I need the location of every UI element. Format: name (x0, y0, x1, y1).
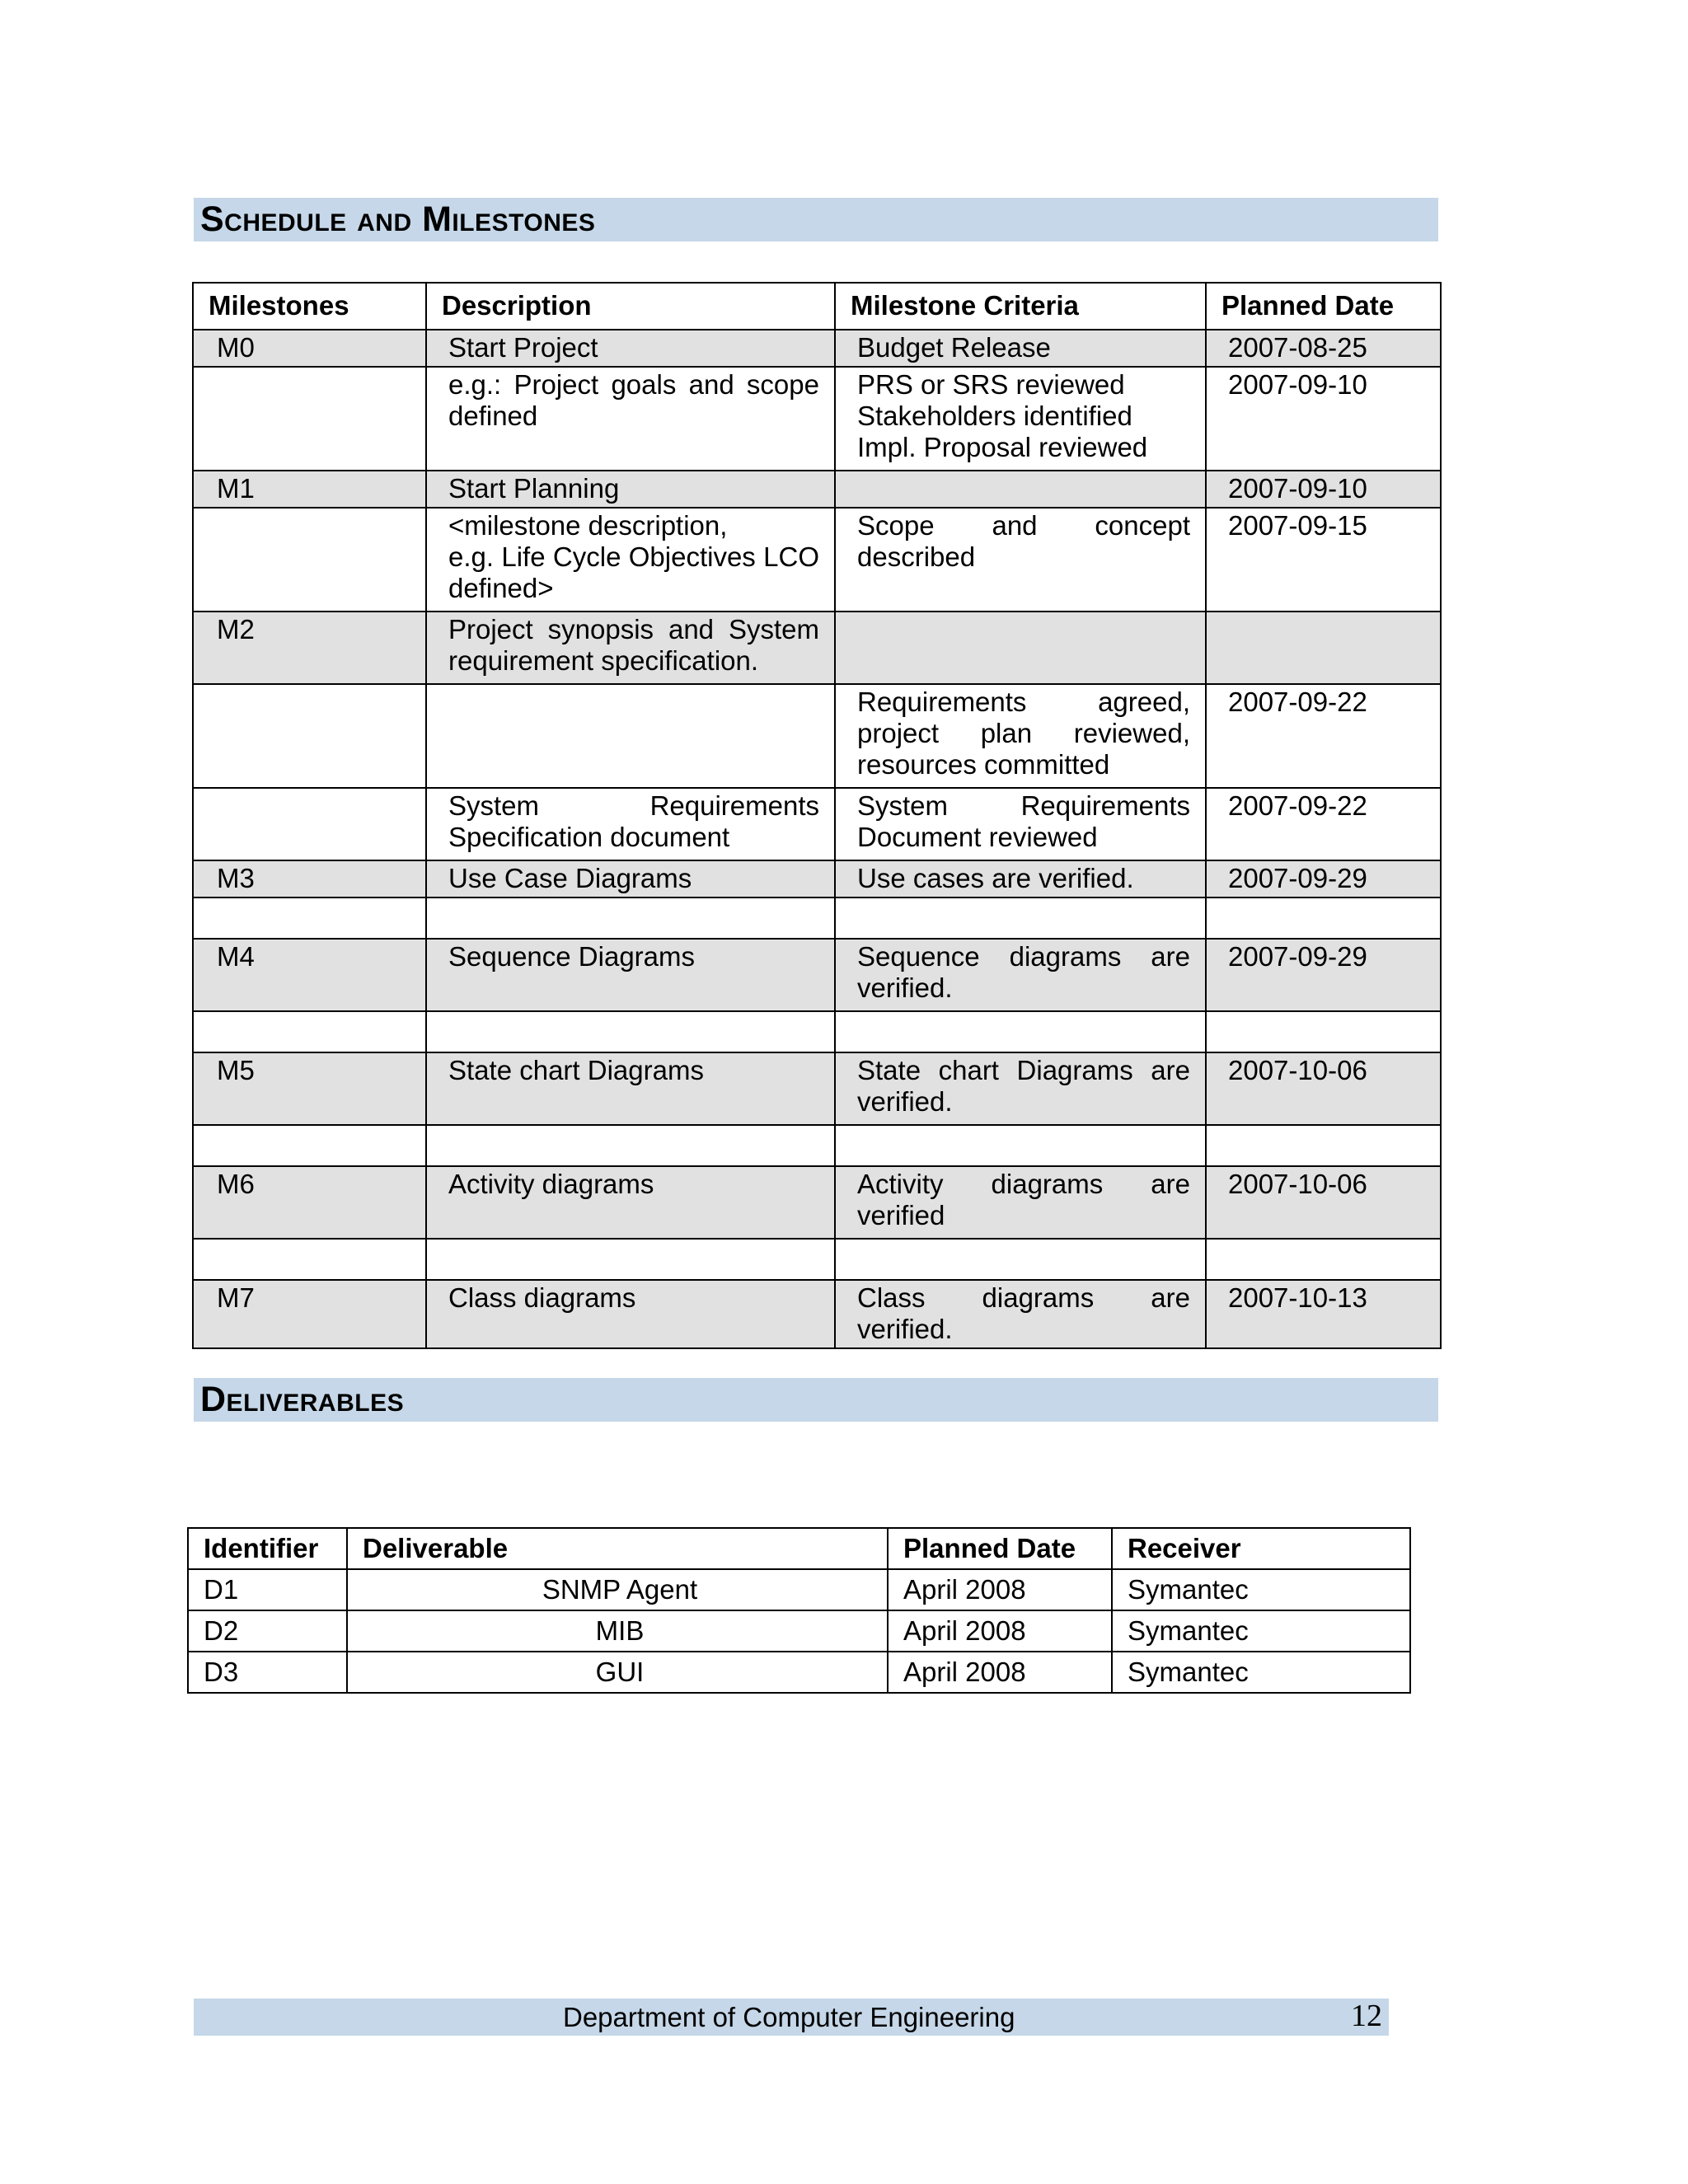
empty-cell (1206, 1125, 1441, 1166)
planned-date: April 2008 (888, 1652, 1112, 1693)
deliverables-heading: Deliverables (194, 1378, 1438, 1422)
milestone-criteria (835, 471, 1206, 508)
milestone-criteria (835, 612, 1206, 684)
table-row (193, 612, 1441, 684)
deliverables-header-row (188, 1528, 1410, 1569)
deliverable-name: MIB (347, 1610, 888, 1652)
deliverable-id: D1 (188, 1569, 347, 1610)
column-header: Description (426, 283, 835, 330)
empty-cell (193, 898, 426, 939)
table-row (193, 330, 1441, 367)
milestone-criteria: System Requirements Document reviewed (835, 788, 1206, 860)
milestone-description: System Requirements Specification document (426, 788, 835, 860)
table-row (193, 898, 1441, 939)
table-row (193, 860, 1441, 898)
table-row (193, 508, 1441, 612)
milestone-description: Use Case Diagrams (426, 860, 835, 898)
empty-cell (426, 1011, 835, 1052)
deliverable-id: D2 (188, 1610, 347, 1652)
empty-cell (426, 1239, 835, 1280)
deliverable-id: D3 (188, 1652, 347, 1693)
planned-date: 2007-10-06 (1206, 1052, 1441, 1125)
column-header: Deliverable (347, 1528, 888, 1569)
milestone-description: <milestone description, e.g. Life Cycle Objectives LCO defined> (426, 508, 835, 612)
empty-cell (426, 898, 835, 939)
planned-date: April 2008 (888, 1610, 1112, 1652)
page-number: 12 (1351, 1999, 1382, 2033)
table-row (188, 1652, 1410, 1693)
milestones-table-container (192, 282, 1440, 1344)
planned-date: 2007-10-06 (1206, 1166, 1441, 1239)
empty-cell (426, 1125, 835, 1166)
column-header: Receiver (1112, 1528, 1410, 1569)
planned-date: 2007-09-22 (1206, 788, 1441, 860)
table-row (193, 471, 1441, 508)
milestone-criteria: Activity diagrams are verified (835, 1166, 1206, 1239)
planned-date: 2007-09-15 (1206, 508, 1441, 612)
planned-date: April 2008 (888, 1569, 1112, 1610)
milestone-description: Activity diagrams (426, 1166, 835, 1239)
milestone-id: M4 (193, 939, 426, 1011)
milestone-criteria: Requirements agreed, project plan reviewed, resources committed (835, 684, 1206, 788)
milestone-description: Start Planning (426, 471, 835, 508)
table-row (188, 1569, 1410, 1610)
planned-date: 2007-09-22 (1206, 684, 1441, 788)
receiver: Symantec (1112, 1610, 1410, 1652)
milestone-id: M7 (193, 1280, 426, 1348)
milestones-table (192, 282, 1442, 1349)
table-row (193, 788, 1441, 860)
table-row (188, 1610, 1410, 1652)
milestone-description: State chart Diagrams (426, 1052, 835, 1125)
milestone-id: M1 (193, 471, 426, 508)
planned-date: 2007-09-29 (1206, 860, 1441, 898)
planned-date: 2007-09-29 (1206, 939, 1441, 1011)
milestone-description: e.g.: Project goals and scope defined (426, 367, 835, 471)
planned-date: 2007-10-13 (1206, 1280, 1441, 1348)
milestone-criteria: Class diagrams are verified. (835, 1280, 1206, 1348)
column-header: Planned Date (888, 1528, 1112, 1569)
table-row (193, 367, 1441, 471)
milestone-id: M5 (193, 1052, 426, 1125)
milestone-id: M0 (193, 330, 426, 367)
milestone-criteria: Scope and concept described (835, 508, 1206, 612)
table-row (193, 1125, 1441, 1166)
planned-date: 2007-09-10 (1206, 471, 1441, 508)
table-row (193, 684, 1441, 788)
milestone-id (193, 788, 426, 860)
column-header: Milestone Criteria (835, 283, 1206, 330)
table-row (193, 1280, 1441, 1348)
receiver: Symantec (1112, 1569, 1410, 1610)
milestone-id (193, 367, 426, 471)
table-row (193, 1239, 1441, 1280)
table-row (193, 1052, 1441, 1125)
planned-date: 2007-08-25 (1206, 330, 1441, 367)
page-footer (194, 1999, 1389, 2036)
deliverable-name: SNMP Agent (347, 1569, 888, 1610)
empty-cell (193, 1125, 426, 1166)
column-header: Milestones (193, 283, 426, 330)
empty-cell (193, 1239, 426, 1280)
empty-cell (193, 1011, 426, 1052)
deliverables-table (187, 1527, 1411, 1694)
milestone-criteria: Sequence diagrams are verified. (835, 939, 1206, 1011)
empty-cell (1206, 1239, 1441, 1280)
empty-cell (835, 898, 1206, 939)
table-row (193, 1166, 1441, 1239)
deliverable-name: GUI (347, 1652, 888, 1693)
column-header: Identifier (188, 1528, 347, 1569)
milestone-description: Sequence Diagrams (426, 939, 835, 1011)
receiver: Symantec (1112, 1652, 1410, 1693)
milestone-description: Class diagrams (426, 1280, 835, 1348)
milestone-id (193, 508, 426, 612)
milestone-criteria: Budget Release (835, 330, 1206, 367)
planned-date: 2007-09-10 (1206, 367, 1441, 471)
milestone-criteria: Use cases are verified. (835, 860, 1206, 898)
milestone-id: M2 (193, 612, 426, 684)
empty-cell (835, 1011, 1206, 1052)
table-row (193, 1011, 1441, 1052)
milestones-header-row (193, 283, 1441, 330)
milestone-id (193, 684, 426, 788)
milestone-description: Project synopsis and System requirement specification. (426, 612, 835, 684)
planned-date (1206, 612, 1441, 684)
milestone-description: Start Project (426, 330, 835, 367)
milestone-id: M6 (193, 1166, 426, 1239)
column-header: Planned Date (1206, 283, 1441, 330)
milestone-description (426, 684, 835, 788)
empty-cell (1206, 898, 1441, 939)
milestone-id: M3 (193, 860, 426, 898)
empty-cell (1206, 1011, 1441, 1052)
milestone-criteria: PRS or SRS reviewed Stakeholders identified Impl. Proposal reviewed (835, 367, 1206, 471)
schedule-heading: Schedule and Milestones (194, 198, 1438, 241)
empty-cell (835, 1125, 1206, 1166)
department-name: Department of Computer Engineering (563, 2002, 1015, 2032)
table-row (193, 939, 1441, 1011)
milestone-criteria: State chart Diagrams are verified. (835, 1052, 1206, 1125)
empty-cell (835, 1239, 1206, 1280)
